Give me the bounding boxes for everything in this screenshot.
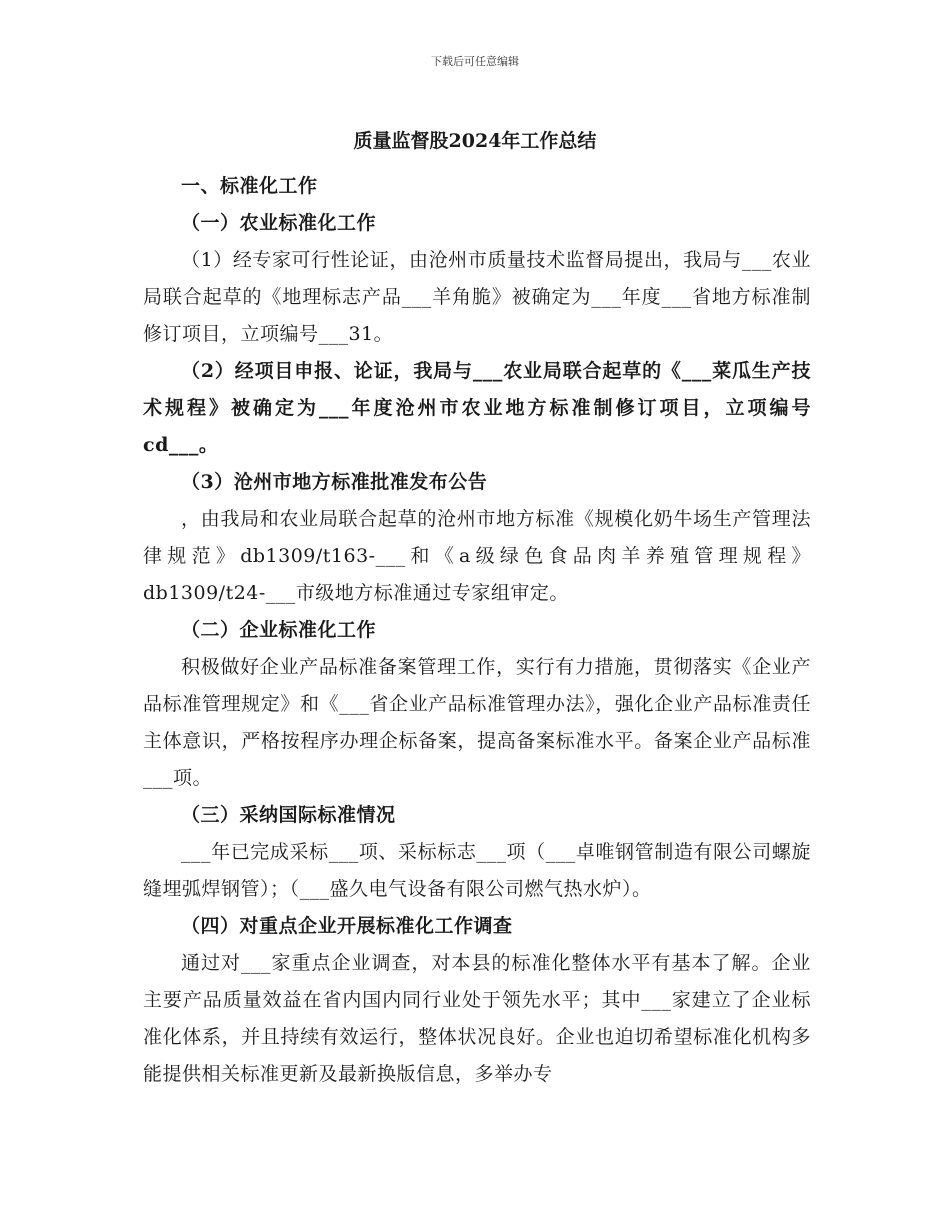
paragraph-item-1: （1）经专家可行性论证，由沧州市质量技术监督局提出，我局与___农业局联合起草的《地理标志产品___羊角脆》被确定为___年度___省地方标准制修订项目，立项编号___31。 [143,249,811,345]
paragraph-item-2: （2）经项目申报、论证，我局与___农业局联合起草的《___菜瓜生产技术规程》被确定为___年度沧州市农业地方标准制修订项目，立项编号cd___。 [143,360,811,456]
section-heading-standardization: 一、标准化工作 [181,175,318,197]
paragraph-item-3: ，由我局和农业局联合起草的沧州市地方标准《规模化奶牛场生产管理法律规范》db1309/t163-___和《a级绿色食品肉羊养殖管理规程》db1309/t24-___市级地方标准通过专家组审定。 [143,508,811,604]
paragraph-enterprise: 积极做好企业产品标准备案管理工作，实行有力措施，贯彻落实《企业产品标准管理规定》和《___省企业产品标准管理办法》，强化企业产品标准责任主体意识，严格按程序办理企标备案，提高备案标准水平。备案企业产品标准___项。 [143,656,811,789]
subheading-item-3: （3）沧州市地方标准批准发布公告 [181,471,488,493]
subsection-heading-international: （三）采纳国际标准情况 [181,804,396,826]
document-body [143,168,811,1093]
paragraph-survey: 通过对___家重点企业调查，对本县的标准化整体水平有基本了解。企业主要产品质量效益在省内国内同行业处于领先水平；其中___家建立了企业标准化体系，并且持续有效运行，整体状况良好。企业也迫切希望标准化机构多能提供相关标准更新及最新换版信息，多举办专 [143,952,811,1085]
subsection-heading-agriculture: （一）农业标准化工作 [181,212,377,234]
subsection-heading-survey: （四）对重点企业开展标准化工作调查 [181,915,513,937]
paragraph-international: ___年已完成采标___项、采标标志___项（___卓唯钢管制造有限公司螺旋缝埋弧焊钢管）；（___盛久电气设备有限公司燃气热水炉）。 [143,841,811,900]
subsection-heading-enterprise: （二）企业标准化工作 [181,619,377,641]
document-title: 质量监督股2024年工作总结 [353,130,597,152]
header-note: 下载后可任意编辑 [431,55,519,68]
